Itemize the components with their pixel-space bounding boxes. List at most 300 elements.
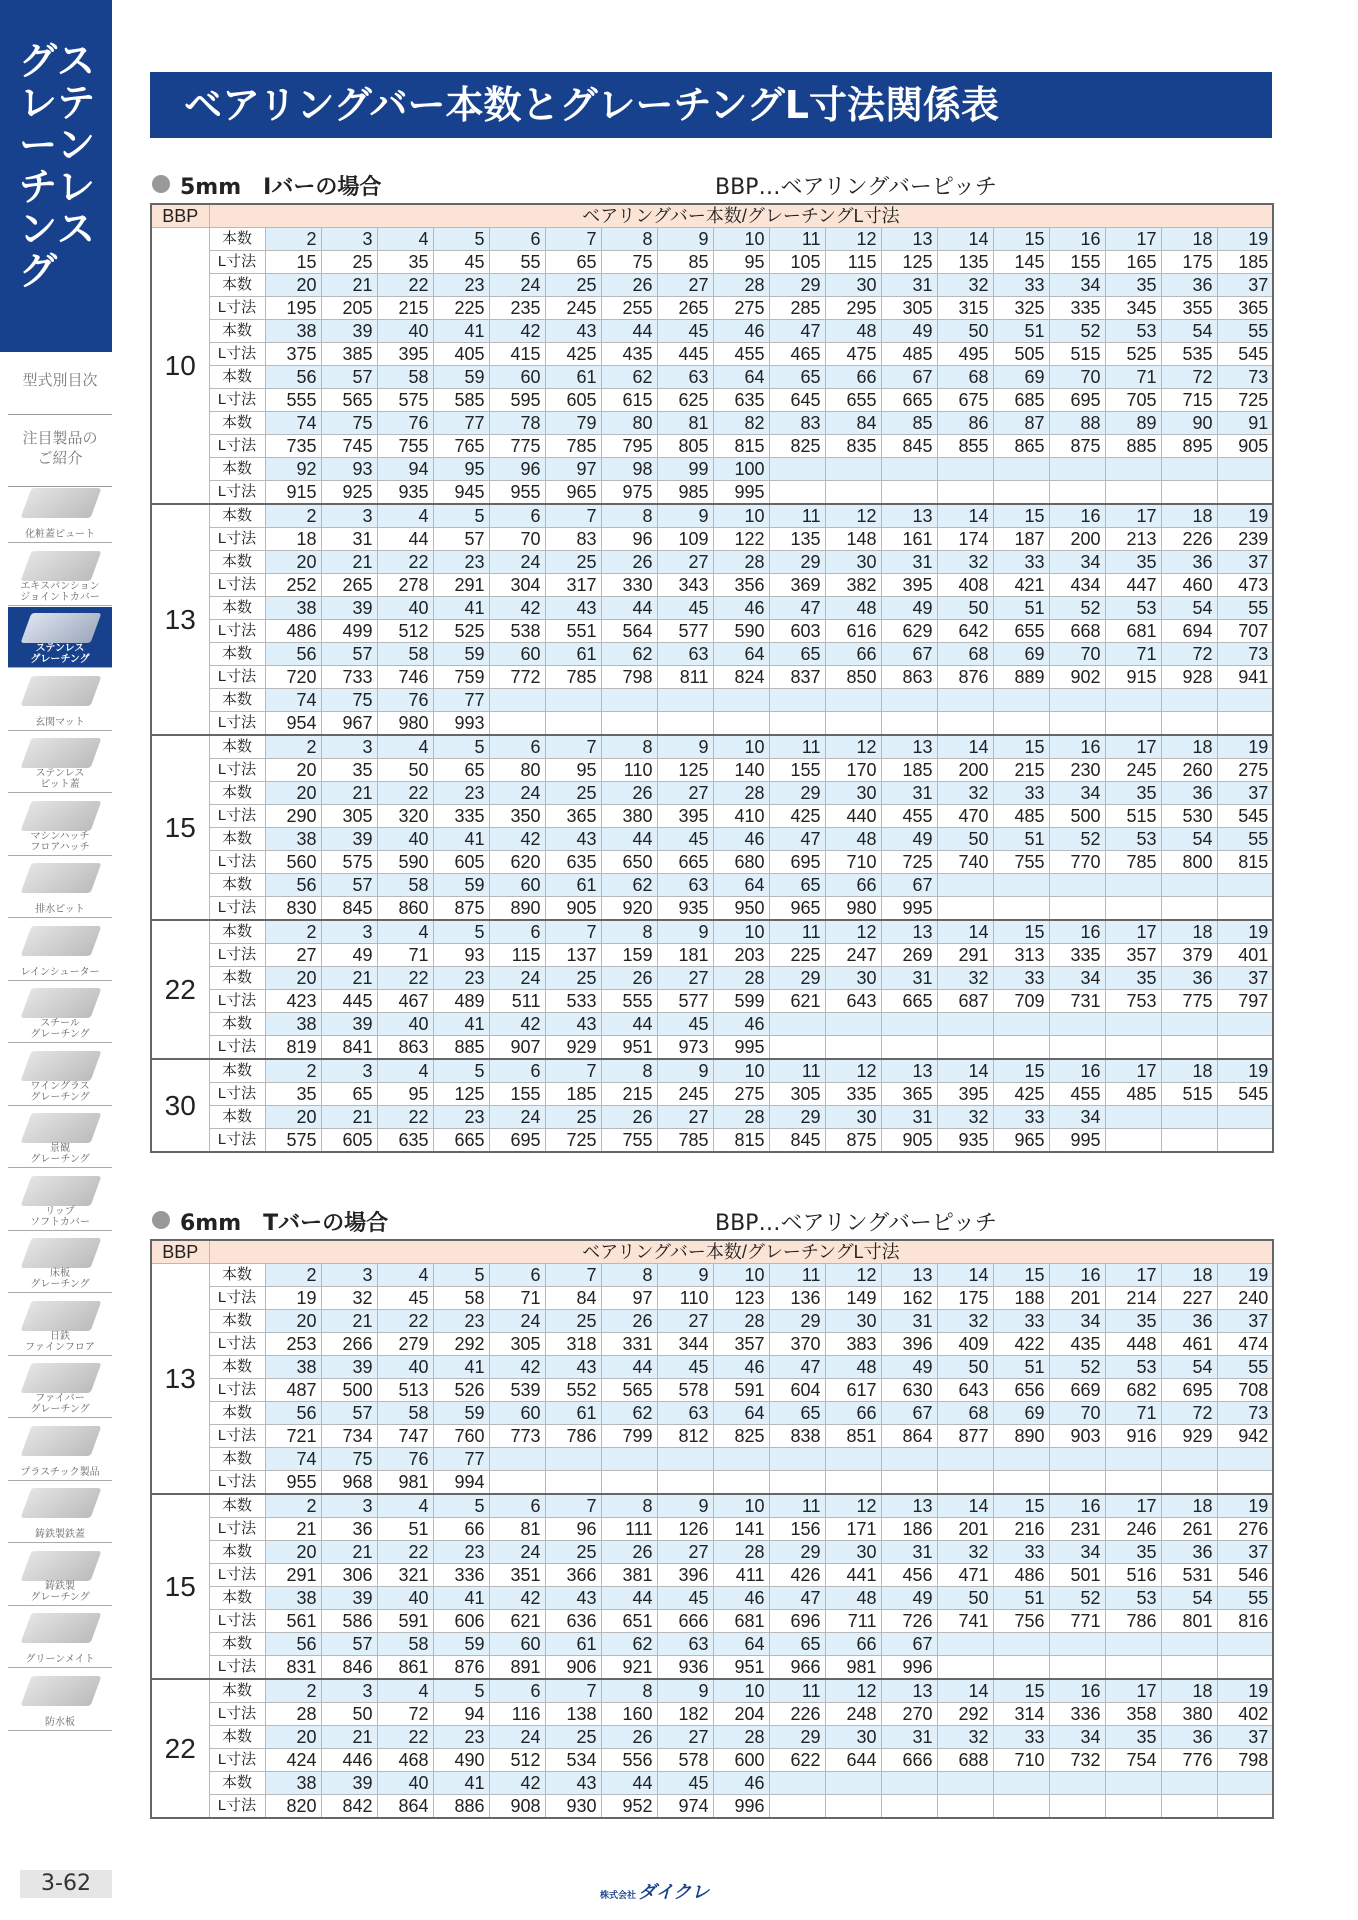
bar-count-cell: 5 [433, 1494, 489, 1518]
l-dimension-cell: 489 [433, 990, 489, 1013]
l-dimension-cell: 905 [1217, 435, 1273, 458]
bar-count-cell: 67 [881, 1402, 937, 1425]
count-label: 本数 [209, 735, 265, 759]
bar-count-cell: 12 [825, 1059, 881, 1083]
bar-count-cell: 64 [713, 1633, 769, 1656]
l-dimension-cell [1161, 481, 1217, 505]
bar-count-cell: 55 [1217, 597, 1273, 620]
table-row [151, 851, 1273, 874]
bar-count-cell: 64 [713, 874, 769, 897]
sidebar-item-4[interactable] [8, 732, 112, 793]
l-dimension-cell: 815 [713, 1129, 769, 1153]
count-label: 本数 [209, 320, 265, 343]
l-dimension-cell [1105, 1129, 1161, 1153]
bar-count-cell: 33 [993, 1310, 1049, 1333]
bar-count-cell: 23 [433, 274, 489, 297]
bar-count-cell: 9 [657, 228, 713, 251]
bar-count-cell: 23 [433, 1106, 489, 1129]
l-dimension-cell: 860 [377, 897, 433, 921]
table-row [151, 897, 1273, 921]
length-label: L寸法 [209, 666, 265, 689]
bar-count-cell: 14 [937, 920, 993, 944]
bar-count-cell: 14 [937, 1264, 993, 1287]
l-dimension-cell: 500 [1049, 805, 1105, 828]
l-dimension-cell: 967 [321, 712, 377, 736]
l-dimension-cell: 830 [265, 897, 321, 921]
l-dimension-cell: 396 [881, 1333, 937, 1356]
l-dimension-cell: 474 [1217, 1333, 1273, 1356]
section-vertical-title [0, 0, 112, 352]
sidebar-item-label: 化粧蓋ピュート [25, 529, 95, 540]
l-dimension-cell: 996 [881, 1656, 937, 1680]
l-dimension-cell: 379 [1161, 944, 1217, 967]
l-dimension-cell: 935 [937, 1129, 993, 1153]
bar-count-cell: 90 [1161, 412, 1217, 435]
sidebar-item-16[interactable] [8, 1482, 112, 1543]
l-dimension-cell: 525 [1105, 343, 1161, 366]
bar-count-cell: 44 [601, 828, 657, 851]
bar-count-cell: 19 [1217, 228, 1273, 251]
l-dimension-cell: 775 [1161, 990, 1217, 1013]
sidebar-item-0[interactable] [8, 482, 112, 543]
l-dimension-cell: 96 [601, 528, 657, 551]
bar-count-cell: 55 [1217, 1587, 1273, 1610]
table-row [151, 967, 1273, 990]
l-dimension-cell [1217, 1036, 1273, 1060]
l-dimension-cell [1161, 1036, 1217, 1060]
bar-count-cell: 46 [713, 320, 769, 343]
bar-count-cell: 6 [489, 735, 545, 759]
bar-count-cell: 37 [1217, 551, 1273, 574]
sidebar-item-2[interactable] [8, 607, 112, 668]
bar-count-cell: 21 [321, 1106, 377, 1129]
sidebar-item-1[interactable] [8, 545, 112, 606]
l-dimension-cell: 551 [545, 620, 601, 643]
bar-count-cell: 28 [713, 1541, 769, 1564]
bar-count-cell: 37 [1217, 967, 1273, 990]
l-dimension-cell: 385 [321, 343, 377, 366]
l-dimension-cell: 845 [321, 897, 377, 921]
l-dimension-cell: 928 [1161, 666, 1217, 689]
l-dimension-cell: 85 [657, 251, 713, 274]
bar-count-cell: 27 [657, 1310, 713, 1333]
bar-count-cell: 65 [769, 1402, 825, 1425]
bar-count-cell: 26 [601, 1726, 657, 1749]
bar-count-cell: 23 [433, 551, 489, 574]
l-dimension-cell: 886 [433, 1795, 489, 1819]
table-row [151, 735, 1273, 759]
l-dimension-cell: 710 [993, 1749, 1049, 1772]
sidebar-item-11[interactable] [8, 1170, 112, 1231]
l-dimension-cell [881, 712, 937, 736]
bar-count-cell: 59 [433, 1402, 489, 1425]
l-dimension-cell: 426 [769, 1564, 825, 1587]
bar-count-cell: 58 [377, 1402, 433, 1425]
l-dimension-cell: 380 [601, 805, 657, 828]
bar-count-cell: 46 [713, 828, 769, 851]
table-row [151, 666, 1273, 689]
l-dimension-cell: 471 [937, 1564, 993, 1587]
bar-count-cell: 91 [1217, 412, 1273, 435]
l-dimension-cell: 445 [321, 990, 377, 1013]
table-row [151, 1587, 1273, 1610]
l-dimension-cell: 578 [657, 1379, 713, 1402]
bar-count-cell: 6 [489, 1264, 545, 1287]
l-dimension-cell: 786 [1105, 1610, 1161, 1633]
l-dimension-cell: 71 [377, 944, 433, 967]
l-dimension-cell: 111 [601, 1518, 657, 1541]
l-dimension-cell: 149 [825, 1287, 881, 1310]
section-title: 5mm Iバーの場合 [180, 175, 382, 200]
l-dimension-cell: 966 [769, 1656, 825, 1680]
l-dimension-cell: 358 [1105, 1703, 1161, 1726]
product-thumbnail [21, 738, 102, 768]
bar-count-cell: 24 [489, 551, 545, 574]
l-dimension-cell: 345 [1105, 297, 1161, 320]
l-dimension-cell: 694 [1161, 620, 1217, 643]
sidebar-item-7[interactable] [8, 920, 112, 981]
sidebar-item-3[interactable] [8, 670, 112, 731]
bar-count-cell: 38 [265, 1356, 321, 1379]
l-dimension-cell: 247 [825, 944, 881, 967]
l-dimension-cell: 335 [433, 805, 489, 828]
l-dimension-cell [993, 1471, 1049, 1495]
l-dimension-cell: 115 [489, 944, 545, 967]
bar-count-cell: 25 [545, 1106, 601, 1129]
sidebar-item-14[interactable] [8, 1357, 112, 1418]
bar-count-cell: 2 [265, 1679, 321, 1703]
table-row [151, 1356, 1273, 1379]
l-dimension-cell: 239 [1217, 528, 1273, 551]
l-dimension-cell: 95 [545, 759, 601, 782]
l-dimension-cell: 643 [825, 990, 881, 1013]
bar-count-cell: 9 [657, 1679, 713, 1703]
l-dimension-cell: 65 [545, 251, 601, 274]
bar-count-cell: 94 [377, 458, 433, 481]
sidebar-item-17[interactable] [8, 1545, 112, 1606]
l-dimension-cell: 395 [937, 1083, 993, 1106]
bar-count-cell: 37 [1217, 274, 1273, 297]
l-dimension-cell: 195 [265, 297, 321, 320]
length-label: L寸法 [209, 944, 265, 967]
bar-count-cell: 64 [713, 366, 769, 389]
l-dimension-cell: 424 [265, 1749, 321, 1772]
table-row [151, 1633, 1273, 1656]
length-label: L寸法 [209, 759, 265, 782]
bar-count-cell: 8 [601, 1264, 657, 1287]
bar-count-cell: 30 [825, 551, 881, 574]
l-dimension-cell: 603 [769, 620, 825, 643]
l-dimension-cell: 357 [1105, 944, 1161, 967]
l-dimension-cell: 304 [489, 574, 545, 597]
l-dimension-cell: 981 [825, 1656, 881, 1680]
l-dimension-cell [1161, 1471, 1217, 1495]
bar-count-cell: 25 [545, 551, 601, 574]
length-label: L寸法 [209, 620, 265, 643]
length-label: L寸法 [209, 897, 265, 921]
l-dimension-cell: 575 [321, 851, 377, 874]
table-row [151, 620, 1273, 643]
bar-count-cell: 62 [601, 1633, 657, 1656]
l-dimension-cell: 636 [545, 1610, 601, 1633]
sidebar-link-0[interactable]: 型式別目次 [22, 371, 98, 389]
l-dimension-cell: 148 [825, 528, 881, 551]
sidebar-item-8[interactable] [8, 982, 112, 1043]
bar-count-cell: 10 [713, 1494, 769, 1518]
length-label: L寸法 [209, 1471, 265, 1495]
l-dimension-cell: 97 [601, 1287, 657, 1310]
bar-count-cell: 5 [433, 735, 489, 759]
length-label: L寸法 [209, 1749, 265, 1772]
l-dimension-cell: 57 [433, 528, 489, 551]
bar-count-cell: 38 [265, 320, 321, 343]
bar-count-cell: 26 [601, 274, 657, 297]
bar-count-cell: 75 [321, 1448, 377, 1471]
bar-count-cell [825, 458, 881, 481]
bar-count-cell: 18 [1161, 1494, 1217, 1518]
l-dimension-cell: 125 [881, 251, 937, 274]
l-dimension-cell: 159 [601, 944, 657, 967]
l-dimension-cell: 555 [601, 990, 657, 1013]
bar-count-cell: 54 [1161, 1356, 1217, 1379]
l-dimension-cell: 785 [545, 435, 601, 458]
bar-count-cell: 13 [881, 1494, 937, 1518]
table-row [151, 1425, 1273, 1448]
bar-count-cell: 60 [489, 874, 545, 897]
l-dimension-cell: 275 [1217, 759, 1273, 782]
product-thumbnail [21, 801, 102, 831]
sidebar-item-12[interactable] [8, 1232, 112, 1293]
table-row [151, 643, 1273, 666]
table-row [151, 1083, 1273, 1106]
bar-count-cell: 79 [545, 412, 601, 435]
l-dimension-cell [657, 712, 713, 736]
bar-count-cell [1105, 458, 1161, 481]
l-dimension-cell: 175 [1161, 251, 1217, 274]
bar-count-cell: 54 [1161, 320, 1217, 343]
bar-count-cell: 6 [489, 1059, 545, 1083]
sidebar-nav [0, 0, 112, 1920]
l-dimension-cell: 355 [1161, 297, 1217, 320]
l-dimension-cell: 170 [825, 759, 881, 782]
bar-count-cell: 63 [657, 874, 713, 897]
l-dimension-cell: 205 [321, 297, 377, 320]
table-row [151, 274, 1273, 297]
sidebar-item-18[interactable] [8, 1607, 112, 1668]
sidebar-item-9[interactable] [8, 1045, 112, 1106]
bar-count-cell: 47 [769, 320, 825, 343]
product-thumbnail [21, 1238, 102, 1268]
bar-count-cell: 21 [321, 1726, 377, 1749]
l-dimension-cell: 530 [1161, 805, 1217, 828]
bar-count-cell: 62 [601, 366, 657, 389]
bar-count-cell: 17 [1105, 1264, 1161, 1287]
l-dimension-cell: 84 [545, 1287, 601, 1310]
bar-count-cell: 21 [321, 967, 377, 990]
table-row [151, 1402, 1273, 1425]
bar-count-cell: 78 [489, 412, 545, 435]
sidebar-item-5[interactable] [8, 795, 112, 856]
count-label: 本数 [209, 1587, 265, 1610]
l-dimension-cell [1105, 897, 1161, 921]
l-dimension-cell: 35 [377, 251, 433, 274]
l-dimension-cell: 695 [1049, 389, 1105, 412]
sidebar-item-13[interactable] [8, 1295, 112, 1356]
l-dimension-cell: 995 [713, 1036, 769, 1060]
l-dimension-cell: 410 [713, 805, 769, 828]
l-dimension-cell [1217, 1795, 1273, 1819]
l-dimension-cell: 515 [1049, 343, 1105, 366]
bar-count-cell: 7 [545, 735, 601, 759]
l-dimension-cell: 929 [545, 1036, 601, 1060]
sidebar-item-19[interactable] [8, 1670, 112, 1731]
l-dimension-cell: 798 [601, 666, 657, 689]
bar-count-cell: 57 [321, 366, 377, 389]
bar-count-cell: 57 [321, 874, 377, 897]
table-row [151, 712, 1273, 736]
l-dimension-cell: 487 [265, 1379, 321, 1402]
l-dimension-cell: 382 [825, 574, 881, 597]
bar-count-cell: 45 [657, 597, 713, 620]
bbp-value: 15 [151, 735, 209, 920]
bar-count-cell: 26 [601, 967, 657, 990]
bar-count-cell: 58 [377, 1633, 433, 1656]
bar-count-cell: 7 [545, 1264, 601, 1287]
l-dimension-cell: 186 [881, 1518, 937, 1541]
product-thumbnail [21, 1363, 102, 1393]
l-dimension-cell: 315 [937, 297, 993, 320]
table-row [151, 1564, 1273, 1587]
l-dimension-cell: 985 [657, 481, 713, 505]
bar-count-cell: 38 [265, 1013, 321, 1036]
bar-count-cell: 9 [657, 504, 713, 528]
l-dimension-cell: 850 [825, 666, 881, 689]
l-dimension-cell: 226 [769, 1703, 825, 1726]
bbp-value: 13 [151, 504, 209, 735]
bar-count-cell: 56 [265, 874, 321, 897]
l-dimension-cell: 546 [1217, 1564, 1273, 1587]
l-dimension-cell [993, 481, 1049, 505]
bar-count-cell: 24 [489, 782, 545, 805]
bar-count-cell: 3 [321, 1264, 377, 1287]
product-thumbnail [21, 1676, 102, 1706]
bar-count-cell: 63 [657, 1402, 713, 1425]
length-label: L寸法 [209, 1795, 265, 1819]
table-row [151, 1379, 1273, 1402]
bar-count-cell: 50 [937, 828, 993, 851]
l-dimension-cell: 425 [545, 343, 601, 366]
bar-count-cell [993, 1013, 1049, 1036]
bar-count-cell: 22 [377, 967, 433, 990]
bar-count-cell: 27 [657, 782, 713, 805]
bar-count-cell: 28 [713, 782, 769, 805]
l-dimension-cell: 621 [489, 1610, 545, 1633]
l-dimension-cell: 725 [545, 1129, 601, 1153]
l-dimension-cell: 906 [545, 1656, 601, 1680]
bar-count-cell: 74 [265, 1448, 321, 1471]
bar-count-cell: 24 [489, 1726, 545, 1749]
count-label: 本数 [209, 828, 265, 851]
l-dimension-cell: 162 [881, 1287, 937, 1310]
table-row [151, 1679, 1273, 1703]
bar-count-cell: 43 [545, 1587, 601, 1610]
sidebar-item-label: エキスパンション ジョイントカバー [20, 580, 100, 603]
bar-count-cell: 38 [265, 597, 321, 620]
bar-count-cell: 71 [1105, 643, 1161, 666]
l-dimension-cell: 795 [601, 435, 657, 458]
l-dimension-cell [769, 712, 825, 736]
sidebar-item-15[interactable] [8, 1420, 112, 1481]
bar-count-cell: 11 [769, 504, 825, 528]
bar-count-cell: 16 [1049, 1264, 1105, 1287]
bar-count-cell: 7 [545, 1679, 601, 1703]
logo-text: ダイクレ [638, 1882, 710, 1903]
l-dimension-cell: 275 [713, 297, 769, 320]
l-dimension-cell: 531 [1161, 1564, 1217, 1587]
bar-count-cell: 11 [769, 1059, 825, 1083]
l-dimension-cell [881, 1471, 937, 1495]
bar-count-cell: 4 [377, 1679, 433, 1703]
bar-count-cell: 32 [937, 782, 993, 805]
table-row [151, 1036, 1273, 1060]
bar-count-cell: 61 [545, 1633, 601, 1656]
bar-count-cell: 43 [545, 1772, 601, 1795]
bar-count-cell [489, 1448, 545, 1471]
l-dimension-cell: 798 [1217, 1749, 1273, 1772]
bar-count-cell: 20 [265, 274, 321, 297]
bar-count-cell: 65 [769, 874, 825, 897]
bar-count-cell: 36 [1161, 274, 1217, 297]
bar-count-cell [1049, 1772, 1105, 1795]
bar-count-cell: 22 [377, 1310, 433, 1333]
sidebar-link-1[interactable]: 注目製品の ご紹介 [22, 429, 98, 467]
sidebar-item-10[interactable] [8, 1107, 112, 1168]
bar-count-cell: 66 [825, 874, 881, 897]
bar-count-cell: 65 [769, 1633, 825, 1656]
bar-count-cell: 3 [321, 228, 377, 251]
bar-count-cell: 46 [713, 1013, 769, 1036]
l-dimension-cell: 138 [545, 1703, 601, 1726]
l-dimension-cell: 560 [265, 851, 321, 874]
table-row [151, 1772, 1273, 1795]
l-dimension-cell: 473 [1217, 574, 1273, 597]
l-dimension-cell [1161, 1129, 1217, 1153]
l-dimension-cell: 155 [769, 759, 825, 782]
bar-count-cell [1161, 1013, 1217, 1036]
l-dimension-cell: 135 [769, 528, 825, 551]
l-dimension-cell: 356 [713, 574, 769, 597]
company-logo [600, 1878, 860, 1904]
bar-count-cell: 43 [545, 828, 601, 851]
sidebar-item-6[interactable] [8, 857, 112, 918]
l-dimension-cell: 577 [657, 990, 713, 1013]
bar-count-cell: 17 [1105, 1059, 1161, 1083]
bar-count-cell: 42 [489, 1587, 545, 1610]
bar-count-cell: 15 [993, 228, 1049, 251]
bar-count-cell: 11 [769, 1494, 825, 1518]
l-dimension-cell: 720 [265, 666, 321, 689]
l-dimension-cell: 680 [713, 851, 769, 874]
l-dimension-cell: 552 [545, 1379, 601, 1402]
bar-count-cell: 23 [433, 782, 489, 805]
bar-count-cell: 8 [601, 1494, 657, 1518]
l-dimension-cell: 825 [713, 1425, 769, 1448]
bar-count-cell: 4 [377, 1264, 433, 1287]
sidebar-divider [8, 414, 112, 415]
l-dimension-cell: 455 [881, 805, 937, 828]
l-dimension-cell: 122 [713, 528, 769, 551]
l-dimension-cell: 93 [433, 944, 489, 967]
